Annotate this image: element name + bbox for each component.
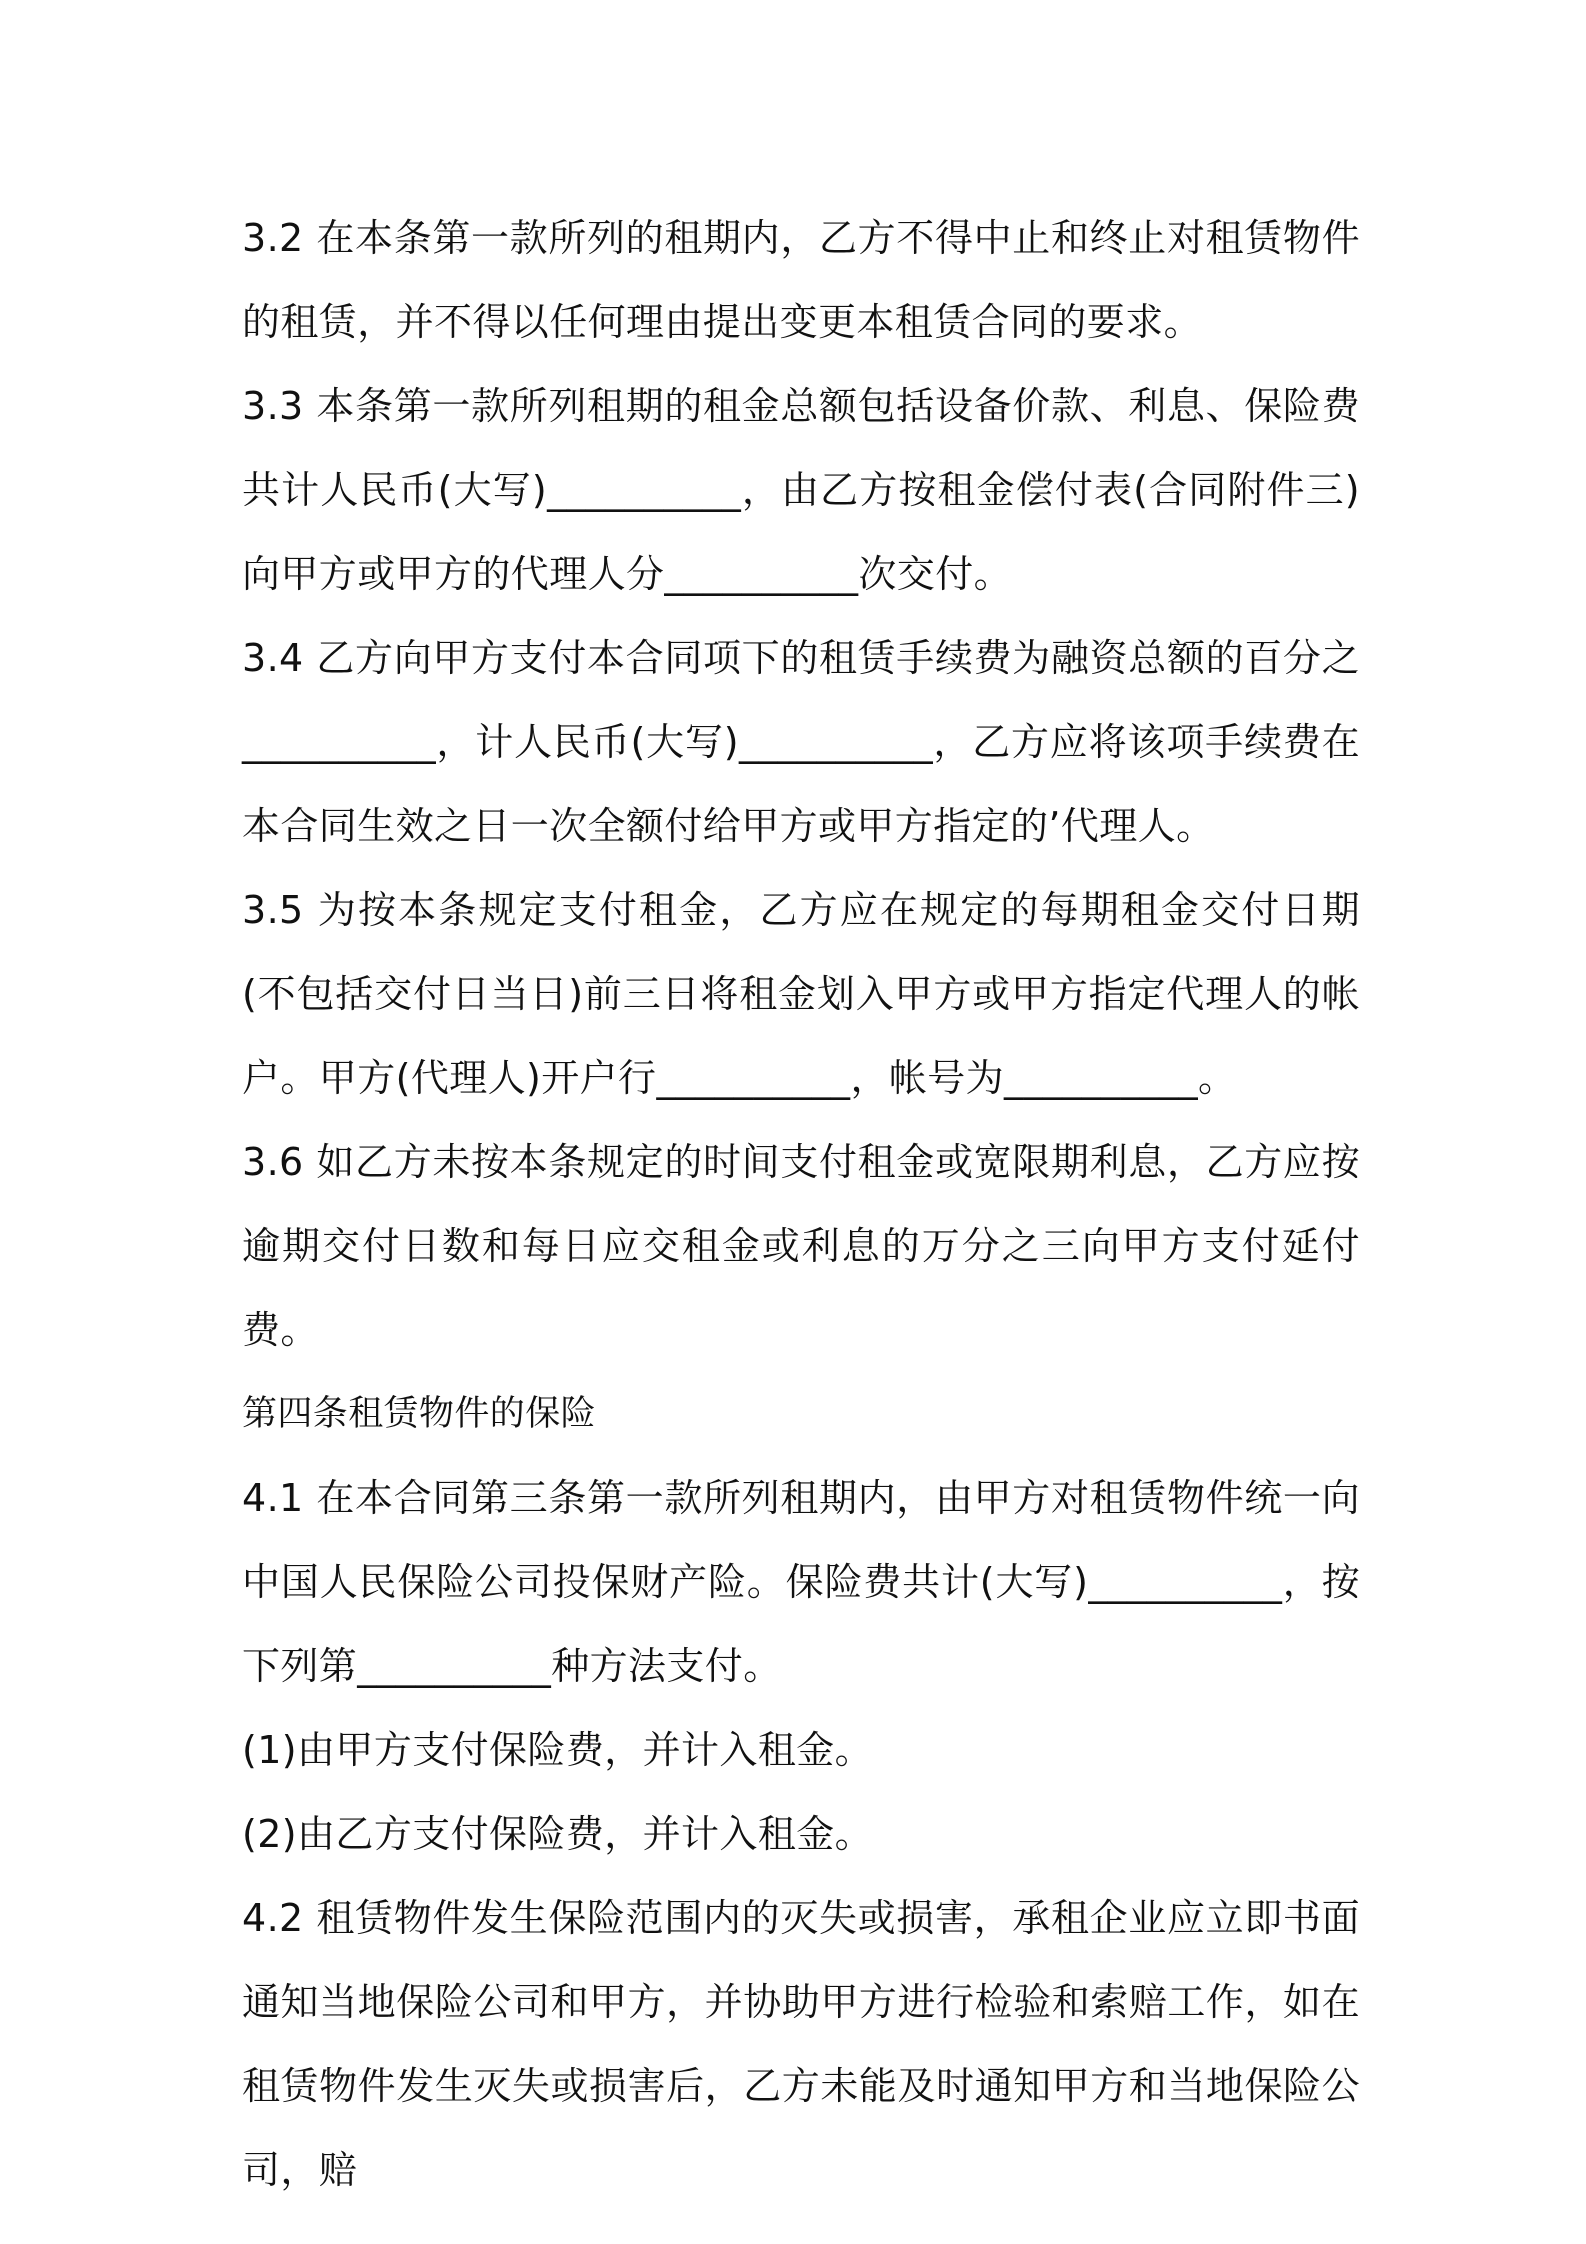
clause-3-2: 3.2 在本条第一款所列的租期内，乙方不得中止和终止对租赁物件的租赁，并不得以任何理由提出变更本租赁合同的要求。 (242, 216, 1360, 344)
clause-3-3: 3.3 本条第一款所列租期的租金总额包括设备价款、利息、保险费共计人民币(大写)__________，由乙方按租金偿付表(合同附件三)向甲方或甲方的代理人分__________次交付。 (242, 384, 1360, 596)
clause-4-2: 4.2 租赁物件发生保险范围内的灭失或损害，承租企业应立即书面通知当地保险公司和甲方，并协助甲方进行检验和索赔工作，如在租赁物件发生灭失或损害后，乙方未能及时通知甲方和当地保险公司，赔 (242, 1896, 1360, 2192)
clause-3-6: 3.6 如乙方未按本条规定的时间支付租金或宽限期利息，乙方应按逾期交付日数和每日应交租金或利息的万分之三向甲方支付延付费。 (242, 1140, 1360, 1352)
clause-3-5: 3.5 为按本条规定支付租金，乙方应在规定的每期租金交付日期(不包括交付日当日)前三日将租金划入甲方或甲方指定代理人的帐户。甲方(代理人)开户行__________，帐号为__________。 (242, 888, 1360, 1100)
section-heading-article-4: 第四条租赁物件的保险 (242, 1394, 597, 1434)
clause-4-1: 4.1 在本合同第三条第一款所列租期内，由甲方对租赁物件统一向中国人民保险公司投保财产险。保险费共计(大写)__________，按下列第__________种方法支付。 (242, 1476, 1360, 1688)
option-1: (1)由甲方支付保险费，并计入租金。 (242, 1728, 874, 1772)
document-body (242, 196, 1360, 2212)
option-2: (2)由乙方支付保险费，并计入租金。 (242, 1812, 874, 1856)
clause-3-4: 3.4 乙方向甲方支付本合同项下的租赁手续费为融资总额的百分之__________，计人民币(大写)__________，乙方应将该项手续费在本合同生效之日一次全额付给甲方或甲方指定的’代理人。 (242, 636, 1360, 848)
